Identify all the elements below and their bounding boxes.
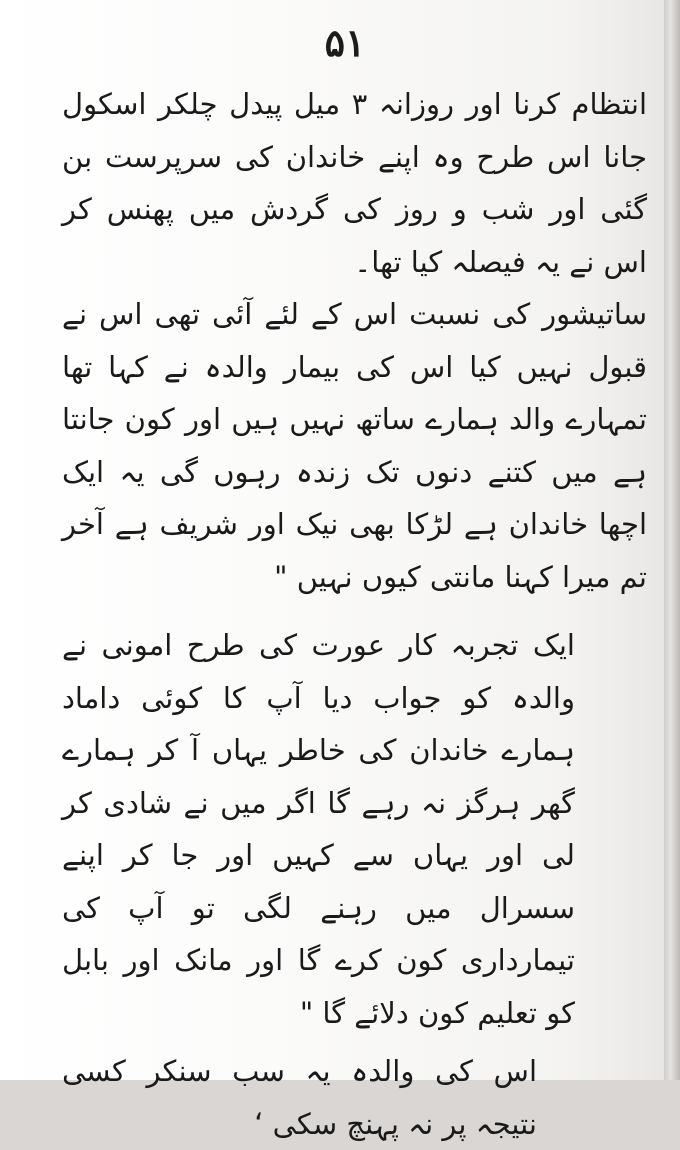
- page-body: [62, 78, 647, 1150]
- paragraph-4: اس کی والدہ یہ سب سنکر کسی نتیجہ پر نہ پہنچ سکی ‘: [62, 1054, 537, 1141]
- page-number: ۵۱: [324, 20, 366, 65]
- paragraph-2: ساتیشور کی نسبت اس کے لئے آئی تھی اس نے قبول نہیں کیا اس کی بیمار والدہ نے کہا تھا تمہارے والد ہمارے ساتھ نہیں ہیں اور کون جانتا ہے میں کتنے دنوں تک زندہ رہوں گی یہ ایک اچھا خاندان ہے لڑکا بھی نیک اور شریف ہے آخر تم میرا کہنا مانتی کیوں نہیں ": [62, 297, 647, 594]
- paragraph-1: انتظام کرنا اور روزانہ ۳ میل پیدل چلکر اسکول جانا اس طرح وہ اپنے خاندان کی سرپرست بن گئی اور شب و روز کی گردش میں پھنس کر اس نے یہ فیصلہ کیا تھا۔: [62, 87, 647, 279]
- paragraph-3: ایک تجربہ کار عورت کی طرح امونی نے والدہ کو جواب دیا آپ کا کوئی داماد ہمارے خاندان کی خاطر یہاں آ کر ہمارے گھر ہرگز نہ رہے گا اگر میں نے شادی کر لی اور یہاں سے کہیں اور جا کر اپنے سسرال میں رہنے لگی تو آپ کی تیمارداری کون کرے گا اور مانک اور بابل کو تعلیم کون دلائے گا ": [62, 628, 575, 1030]
- page-edge: [664, 0, 680, 1080]
